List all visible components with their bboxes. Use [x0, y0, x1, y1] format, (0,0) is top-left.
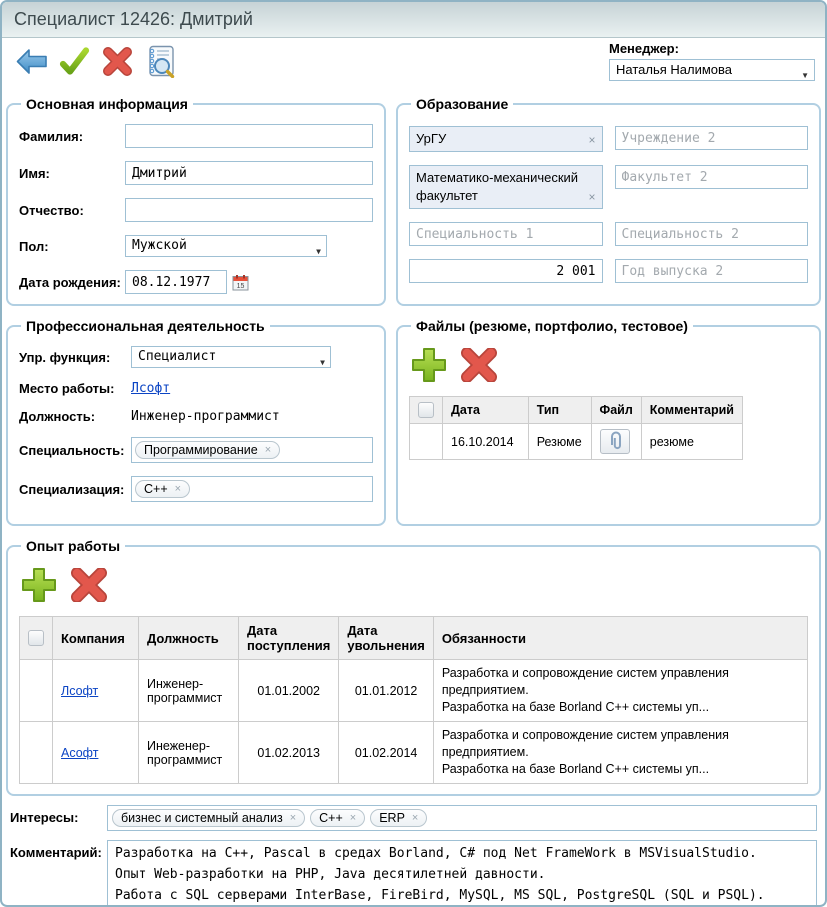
exp-date-end: 01.02.2014 [339, 722, 433, 784]
file-row-select-cell[interactable] [410, 424, 443, 460]
function-label: Упр. функция: [19, 349, 111, 365]
experience-row [20, 722, 808, 784]
specialty-2-input[interactable] [615, 222, 809, 246]
institution-2-input[interactable] [615, 126, 809, 150]
firstname-input[interactable] [125, 161, 373, 185]
files-header-comment: Комментарий [641, 397, 742, 424]
patronymic-input[interactable] [125, 198, 373, 222]
exp-date-start: 01.01.2002 [239, 660, 339, 722]
function-select-value: Специалист [138, 349, 217, 364]
birthdate-label: Дата рождения: [19, 274, 121, 290]
chevron-down-icon: ▼ [801, 71, 809, 80]
add-file-button[interactable] [409, 346, 449, 386]
exp-date-start: 01.02.2013 [239, 722, 339, 784]
interest-tag [310, 809, 365, 827]
report-button[interactable] [143, 46, 177, 80]
exp-date-end: 01.01.2012 [339, 660, 433, 722]
education-legend: Образование [416, 96, 509, 112]
page-title: Специалист 12426: Дмитрий [2, 2, 825, 38]
svg-text:15: 15 [236, 282, 245, 290]
experience-legend: Опыт работы [26, 538, 121, 554]
patronymic-label: Отчество: [19, 202, 84, 218]
surname-input[interactable] [125, 124, 373, 148]
manager-block [609, 41, 815, 81]
comment-textarea[interactable] [107, 840, 817, 907]
close-x-icon[interactable]: × [588, 190, 596, 204]
experience-row [20, 660, 808, 722]
basic-info-legend: Основная информация [26, 96, 188, 112]
select-all-files-checkbox[interactable] [418, 402, 434, 418]
manager-select-value: Наталья Налимова [616, 62, 733, 77]
firstname-label: Имя: [19, 165, 50, 181]
red-cross-icon [70, 568, 108, 605]
files-table [409, 396, 743, 460]
exp-position: Инженер-программист [139, 660, 239, 722]
files-header-type: Тип [528, 397, 591, 424]
exp-header-company: Компания [53, 617, 139, 660]
close-x-icon[interactable]: × [588, 133, 596, 147]
experience-table [19, 616, 808, 784]
add-experience-button[interactable] [19, 566, 59, 606]
exp-duties-line1: Разработка и сопровождение систем управления предприятием. [441, 728, 729, 759]
exp-row-select-cell[interactable] [20, 660, 53, 722]
basic-info-fieldset [6, 96, 386, 306]
gender-select-value: Мужской [132, 238, 187, 253]
delete-file-button[interactable] [459, 346, 499, 386]
specialty-tag [135, 441, 280, 459]
experience-table-header-row [20, 617, 808, 660]
interest-tag [112, 809, 305, 827]
gender-label: Пол: [19, 238, 49, 254]
files-legend: Файлы (резюме, портфолио, тестовое) [416, 318, 688, 334]
back-button[interactable] [14, 46, 48, 80]
calendar-button[interactable] [232, 274, 249, 291]
company-link[interactable]: Лсофт [61, 683, 99, 698]
files-table-row [410, 424, 743, 460]
files-header-date: Дата [443, 397, 529, 424]
exp-duties-line2: Разработка на базе Borland C++ системы уп... [441, 700, 710, 714]
birthdate-input[interactable] [125, 270, 227, 294]
file-date: 16.10.2014 [443, 424, 529, 460]
exp-header-end: Дата увольнения [339, 617, 433, 660]
gender-select[interactable] [125, 235, 327, 257]
faculty-2-input[interactable] [615, 165, 809, 189]
save-button[interactable] [57, 46, 91, 80]
exp-header-position: Должность [139, 617, 239, 660]
exp-duties [433, 722, 807, 784]
manager-label: Менеджер: [609, 41, 679, 56]
close-x-icon[interactable]: × [349, 812, 357, 824]
specialization-tag-text: C++ [144, 482, 168, 496]
specialty-label: Специальность: [19, 442, 125, 458]
cancel-button[interactable] [100, 46, 134, 80]
interest-tag-text: C++ [319, 811, 343, 825]
exp-duties-line2: Разработка на базе Borland C++ системы уп... [441, 762, 710, 776]
plus-icon [20, 566, 58, 607]
workplace-link[interactable]: Лсофт [131, 381, 171, 396]
specialty-tag-text: Программирование [144, 443, 258, 457]
exp-header-start: Дата поступления [239, 617, 339, 660]
education-fieldset [396, 96, 821, 306]
faculty-1-input[interactable] [409, 165, 603, 209]
exp-header-duties: Обязанности [433, 617, 807, 660]
exp-position: Инеженер-программист [139, 722, 239, 784]
institution-1-value: УрГУ [416, 131, 447, 146]
position-label: Должность: [19, 409, 96, 424]
faculty-1-value: Математико-механический факультет [416, 170, 579, 203]
close-x-icon[interactable]: × [174, 483, 182, 495]
plus-icon [410, 346, 448, 387]
report-magnifier-icon [145, 45, 175, 81]
interest-tag [370, 809, 427, 827]
institution-1-input[interactable] [409, 126, 603, 152]
workplace-label: Место работы: [19, 381, 115, 396]
interest-tag-text: ERP [379, 811, 405, 825]
company-link[interactable]: Асофт [61, 745, 99, 760]
chevron-down-icon: ▼ [320, 358, 325, 367]
file-comment: резюме [641, 424, 742, 460]
graduation-year-1-input[interactable] [409, 259, 603, 283]
paperclip-icon [604, 430, 626, 454]
files-header-file: Файл [591, 397, 641, 424]
graduation-year-2-input[interactable] [615, 259, 809, 283]
close-x-icon[interactable]: × [289, 812, 297, 824]
interest-tag-text: бизнес и системный анализ [121, 811, 283, 825]
toolbar [2, 38, 825, 96]
exp-duties [433, 660, 807, 722]
close-x-icon[interactable]: × [264, 444, 272, 456]
file-download-button[interactable] [600, 429, 630, 454]
specialization-tag-input[interactable] [131, 476, 373, 502]
position-value: Инженер-программист [131, 409, 280, 424]
chevron-down-icon: ▼ [316, 247, 321, 256]
manager-select[interactable] [609, 59, 815, 81]
exp-row-select-cell[interactable] [20, 722, 53, 784]
calendar-icon [232, 279, 249, 294]
professional-fieldset [6, 318, 386, 526]
function-select[interactable] [131, 346, 331, 368]
delete-experience-button[interactable] [69, 566, 109, 606]
close-x-icon[interactable]: × [411, 812, 419, 824]
select-all-experience-checkbox[interactable] [28, 630, 44, 646]
specialty-tag-input[interactable] [131, 437, 373, 463]
comment-label: Комментарий: [10, 845, 102, 860]
exp-duties-line1: Разработка и сопровождение систем управления предприятием. [441, 666, 729, 697]
red-cross-icon [102, 47, 133, 79]
red-cross-icon [460, 348, 498, 385]
experience-fieldset [6, 538, 821, 796]
professional-legend: Профессиональная деятельность [26, 318, 265, 334]
back-arrow-icon [15, 48, 48, 78]
specialization-tag [135, 480, 190, 498]
specialization-label: Специализация: [19, 481, 125, 497]
surname-label: Фамилия: [19, 128, 84, 144]
specialty-1-input[interactable] [409, 222, 603, 246]
check-icon [59, 47, 90, 79]
files-table-header-row [410, 397, 743, 424]
interests-label: Интересы: [10, 810, 79, 825]
interests-tag-input[interactable] [107, 805, 817, 831]
file-type: Резюме [528, 424, 591, 460]
files-fieldset [396, 318, 821, 526]
